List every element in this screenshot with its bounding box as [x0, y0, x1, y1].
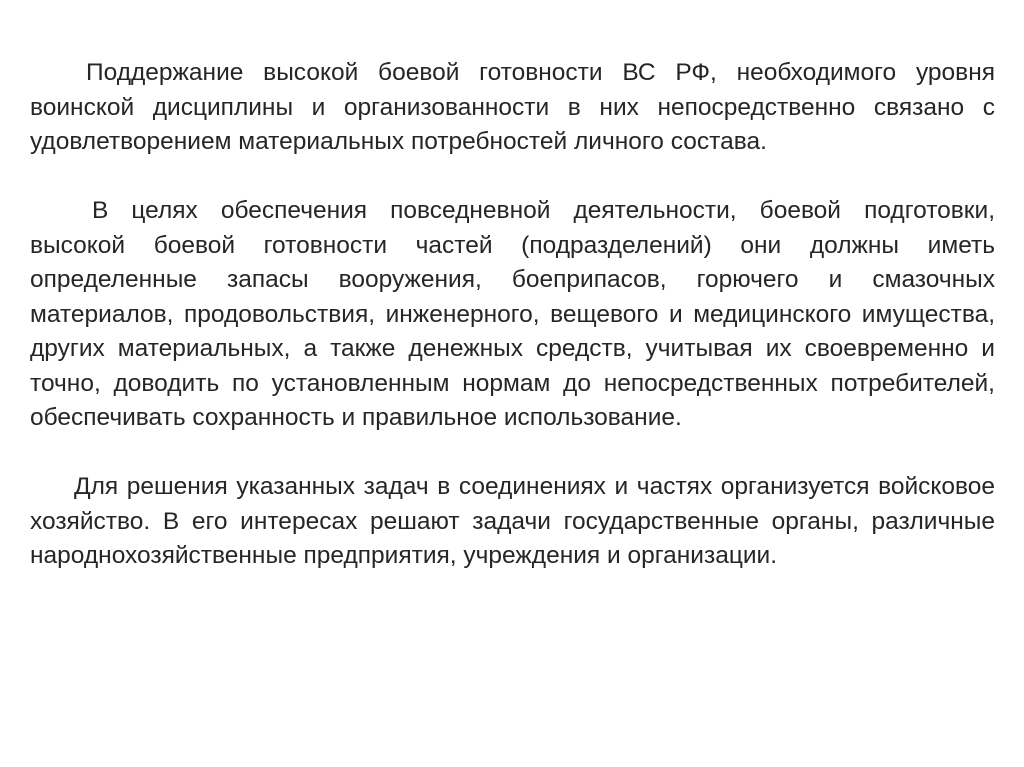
- paragraph-military-economy: Для решения указанных задач в соединениях и частях организуется войсковое хозяйство. В его интересах решают задачи государственные органы, различные народнохозяйственные предприятия, учреждения и организации.: [30, 473, 995, 569]
- slide-text-block: [30, 56, 995, 574]
- paragraph-supply-reserves: В целях обеспечения повседневной деятельности, боевой подготовки, высокой боевой готовности частей (подразделений) они должны иметь определенные запасы вооружения, боеприпасов, горючего и смазочных материалов, продовольствия, инженерного, вещевого и медицинского имущества, других материальных, а также денежных средств, учитывая их своевременно и точно, доводить по установленным нормам до непосредственных потребителей, обеспечивать сохранность и правильное использование.: [30, 197, 995, 431]
- paragraph-combat-readiness: Поддержание высокой боевой готовности ВС РФ, необходимого уровня воинской дисциплины и организованности в них непосредственно связано с удовлетворением материальных потребностей личного состава.: [30, 59, 995, 155]
